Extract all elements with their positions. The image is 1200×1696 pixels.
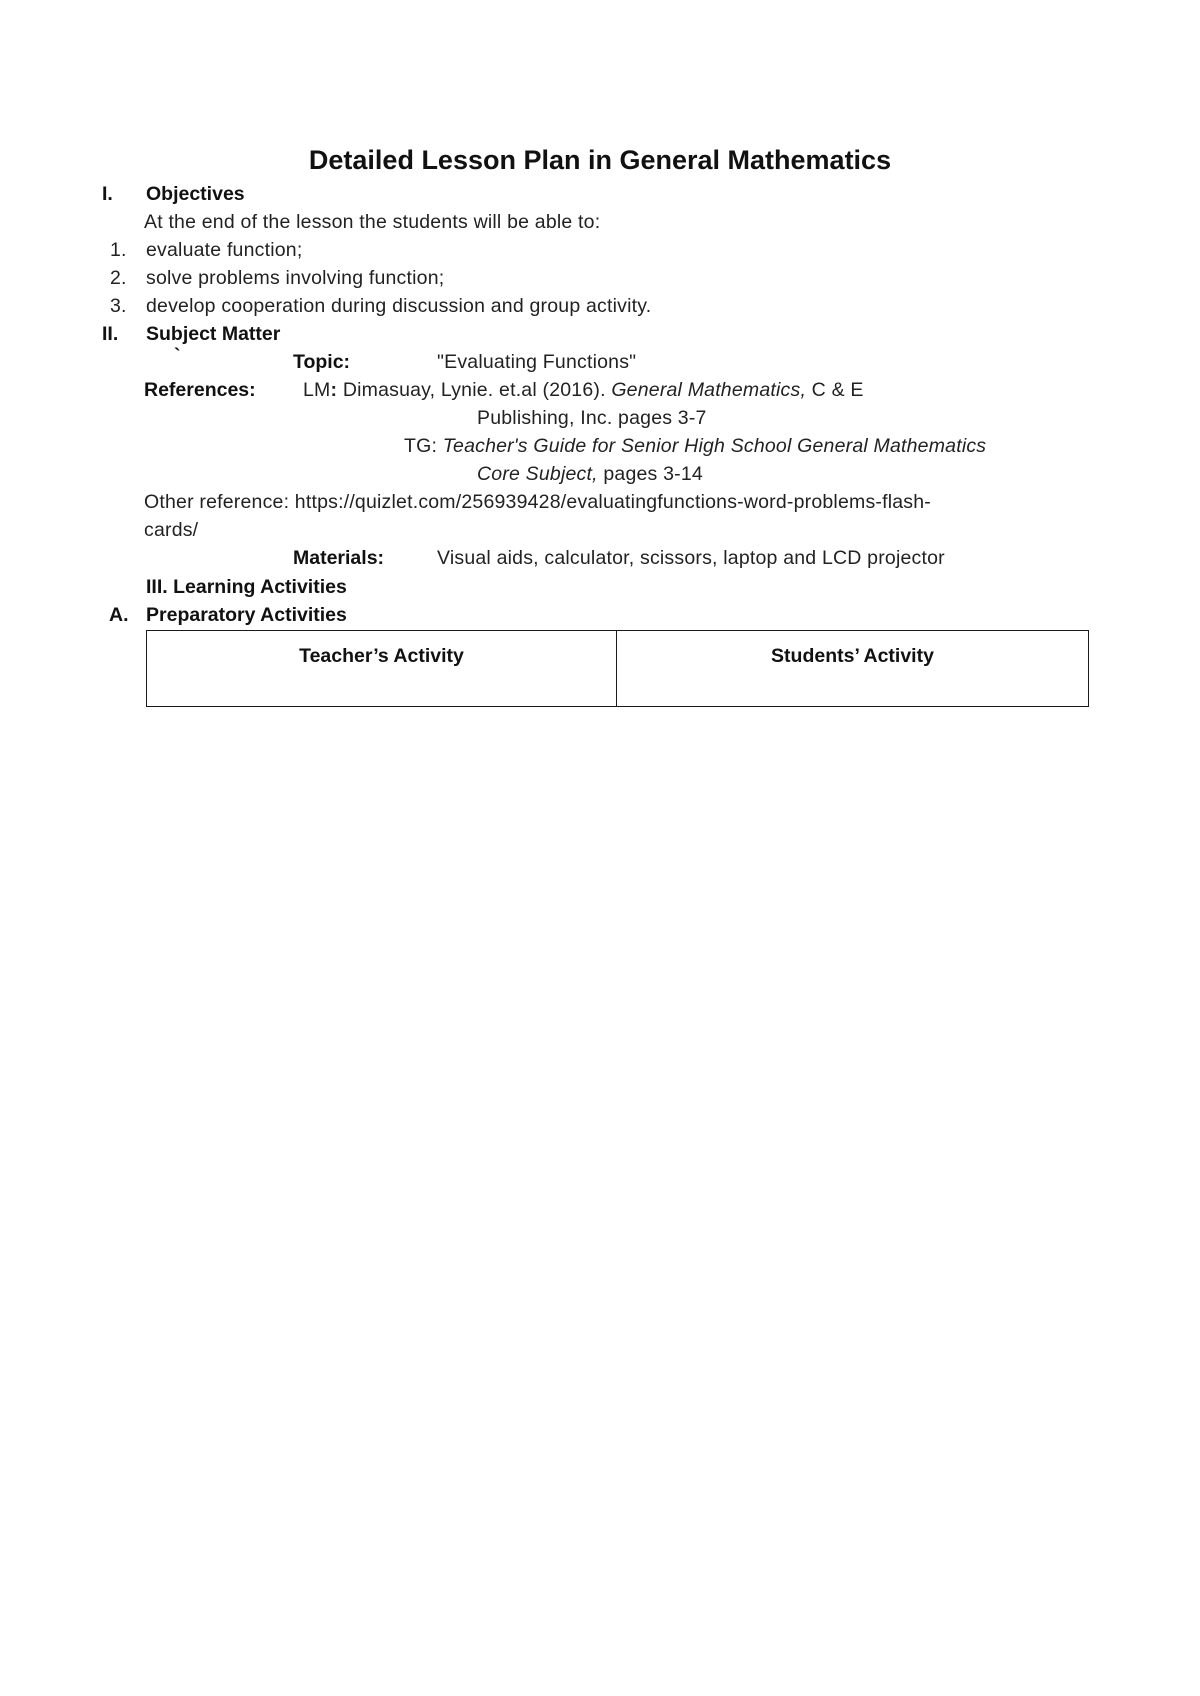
- learning-activities-heading: III. Learning Activities: [146, 576, 347, 598]
- objective-item: evaluate function;: [146, 239, 303, 261]
- page-title: Detailed Lesson Plan in General Mathematics: [308, 145, 892, 175]
- tg-reference: [404, 435, 986, 458]
- lm-label: LM: [303, 379, 331, 401]
- preparatory-activities-heading: Preparatory Activities: [146, 604, 347, 626]
- subject-matter-numeral: II.: [102, 323, 119, 345]
- objective-item: develop cooperation during discussion and group activity.: [146, 295, 652, 317]
- lm-reference: [303, 379, 864, 402]
- lm-publisher: C & E: [806, 379, 864, 401]
- materials-label: Materials:: [293, 547, 385, 569]
- objective-item: solve problems involving function;: [146, 267, 445, 289]
- other-reference-line2: cards/: [144, 519, 199, 541]
- lm-title: General Mathematics,: [611, 379, 807, 401]
- lm-reference-line2: Publishing, Inc. pages 3-7: [477, 407, 707, 429]
- activity-table: [146, 630, 1089, 707]
- teachers-activity-header: Teacher’s Activity: [147, 631, 617, 707]
- tg-line2-pages: pages 3-14: [597, 463, 703, 485]
- objective-number: 1.: [110, 239, 127, 261]
- lm-colon: :: [330, 379, 338, 401]
- materials-value: Visual aids, calculator, scissors, laptop and LCD projector: [437, 547, 945, 569]
- objective-number: 3.: [110, 295, 127, 317]
- objectives-heading: Objectives: [146, 183, 245, 205]
- tg-reference-line2: [477, 463, 703, 486]
- topic-value: "Evaluating Functions": [437, 351, 637, 373]
- objectives-intro: At the end of the lesson the students will be able to:: [144, 211, 601, 233]
- tg-title: Teacher's Guide for Senior High School General Mathematics: [442, 435, 987, 457]
- preparatory-activities-letter: A.: [109, 604, 129, 626]
- students-activity-header: Students’ Activity: [617, 631, 1089, 707]
- table-header-row: [147, 631, 1089, 707]
- objective-number: 2.: [110, 267, 127, 289]
- tg-label: TG:: [404, 435, 443, 457]
- topic-label: Topic:: [293, 351, 351, 373]
- subject-matter-heading: Subject Matter: [146, 323, 281, 345]
- lm-authors: Dimasuay, Lynie. et.al (2016).: [337, 379, 612, 401]
- tg-line2-title: Core Subject,: [477, 463, 598, 485]
- objectives-numeral: I.: [102, 183, 113, 205]
- other-reference: Other reference: https://quizlet.com/256939428/evaluatingfunctions-word-problems-flash-: [144, 491, 931, 513]
- references-label: References:: [144, 379, 256, 401]
- stray-tick: `: [174, 345, 181, 367]
